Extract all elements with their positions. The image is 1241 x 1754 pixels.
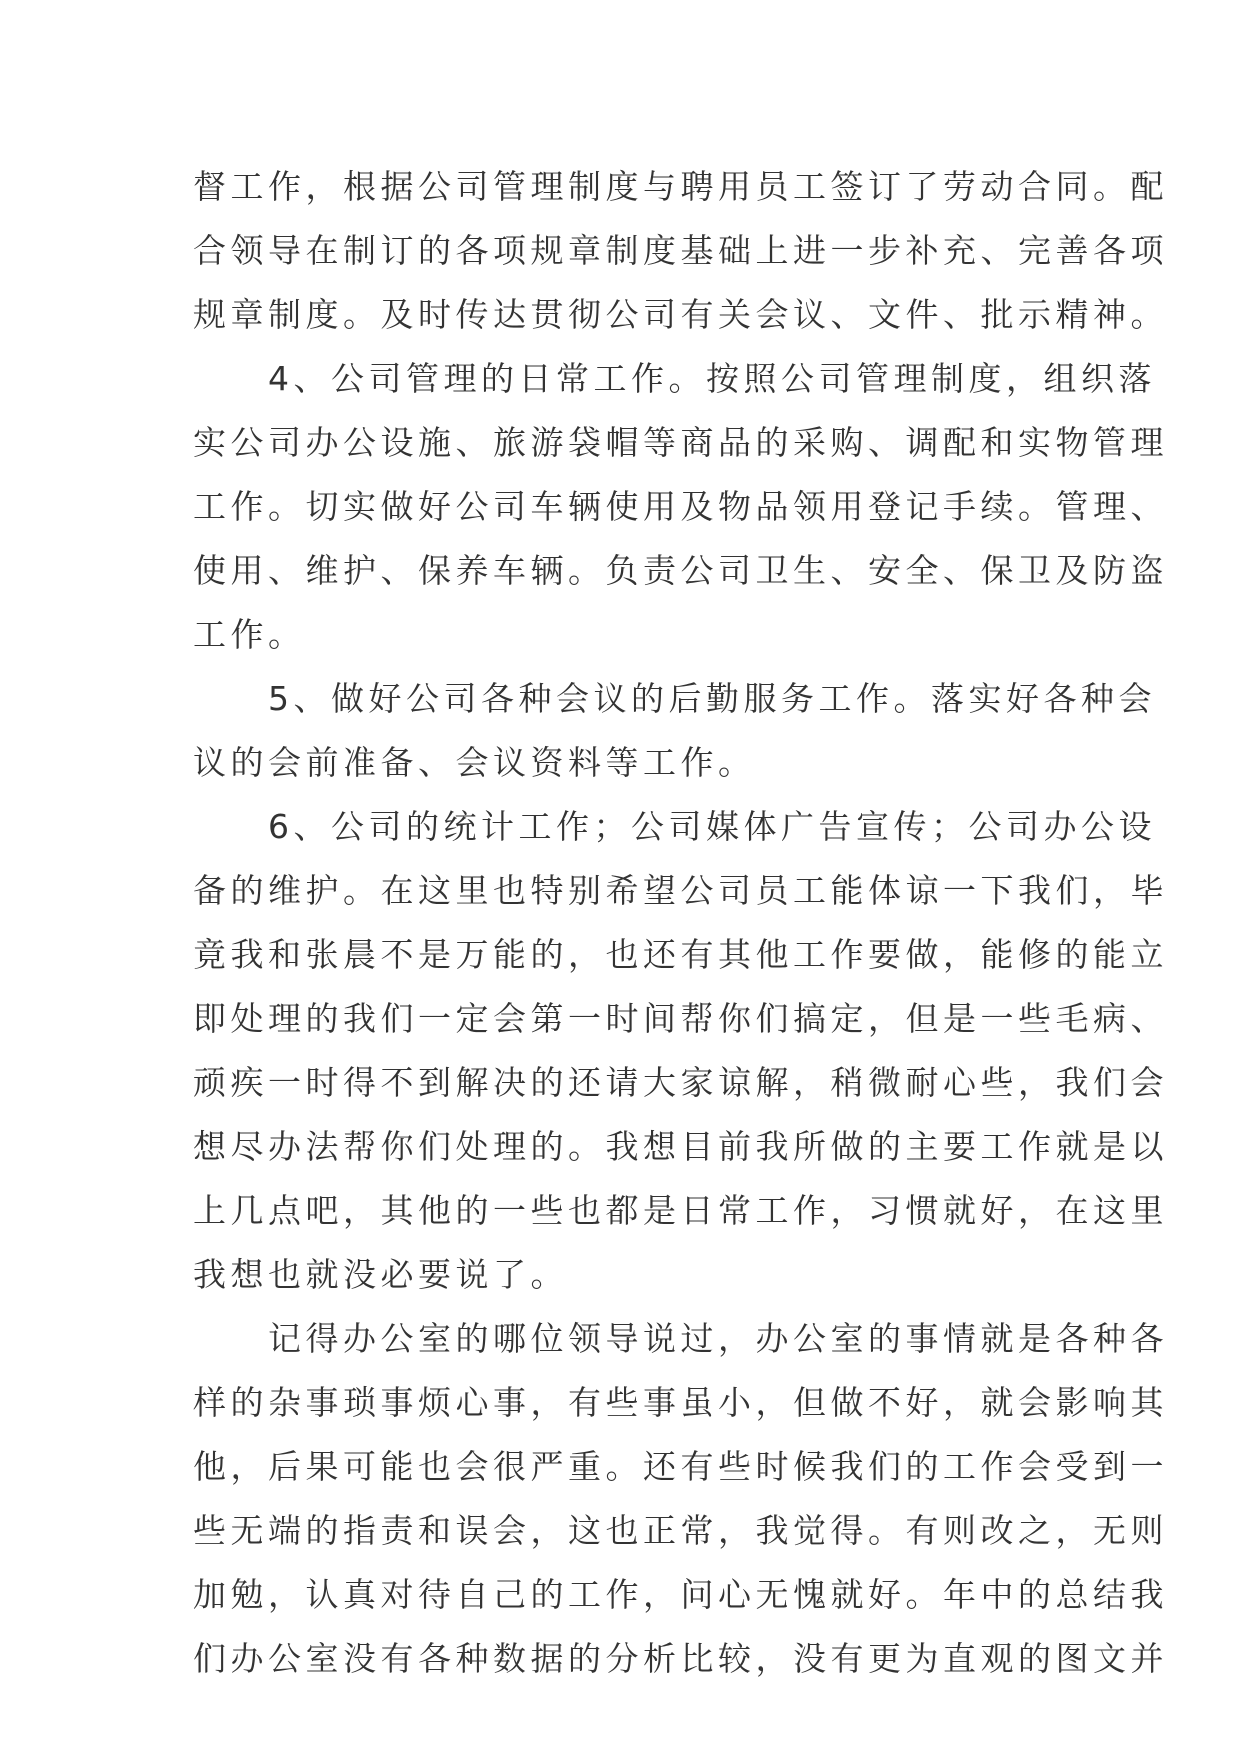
text-line: 合领导在制订的各项规章制度基础上进一步补充、完善各项 [193, 231, 1168, 270]
document-body [193, 155, 1168, 1691]
text-line: 想尽办法帮你们处理的。我想目前我所做的主要工作就是以 [193, 1127, 1168, 1166]
text-line: 实公司办公设施、旅游袋帽等商品的采购、调配和实物管理 [193, 423, 1168, 462]
text-line: 使用、维护、保养车辆。负责公司卫生、安全、保卫及防盗 [193, 551, 1168, 590]
text-line: 顽疾一时得不到解决的还请大家谅解，稍微耐心些，我们会 [193, 1063, 1168, 1102]
text-line: 6、公司的统计工作；公司媒体广告宣传；公司办公设 [193, 807, 1156, 846]
text-line: 些无端的指责和误会，这也正常，我觉得。有则改之，无则 [193, 1511, 1168, 1550]
text-line: 4、公司管理的日常工作。按照公司管理制度，组织落 [193, 359, 1156, 398]
text-line: 他，后果可能也会很严重。还有些时候我们的工作会受到一 [193, 1447, 1168, 1486]
text-line: 工作。切实做好公司车辆使用及物品领用登记手续。管理、 [193, 487, 1168, 526]
text-line: 工作。 [193, 615, 306, 654]
text-line: 样的杂事琐事烦心事，有些事虽小，但做不好，就会影响其 [193, 1383, 1168, 1422]
text-line: 记得办公室的哪位领导说过，办公室的事情就是各种各 [193, 1319, 1168, 1358]
text-line: 规章制度。及时传达贯彻公司有关会议、文件、批示精神。 [193, 295, 1168, 334]
text-line: 我想也就没必要说了。 [193, 1255, 568, 1294]
text-line: 议的会前准备、会议资料等工作。 [193, 743, 756, 782]
text-line: 上几点吧，其他的一些也都是日常工作，习惯就好，在这里 [193, 1191, 1168, 1230]
text-line: 备的维护。在这里也特别希望公司员工能体谅一下我们，毕 [193, 871, 1168, 910]
text-line: 竟我和张晨不是万能的，也还有其他工作要做，能修的能立 [193, 935, 1168, 974]
text-line: 即处理的我们一定会第一时间帮你们搞定，但是一些毛病、 [193, 999, 1168, 1038]
text-line: 督工作，根据公司管理制度与聘用员工签订了劳动合同。配 [193, 167, 1168, 206]
text-line: 们办公室没有各种数据的分析比较，没有更为直观的图文并 [193, 1639, 1168, 1678]
text-line: 5、做好公司各种会议的后勤服务工作。落实好各种会 [193, 679, 1156, 718]
text-line: 加勉，认真对待自己的工作，问心无愧就好。年中的总结我 [193, 1575, 1168, 1614]
